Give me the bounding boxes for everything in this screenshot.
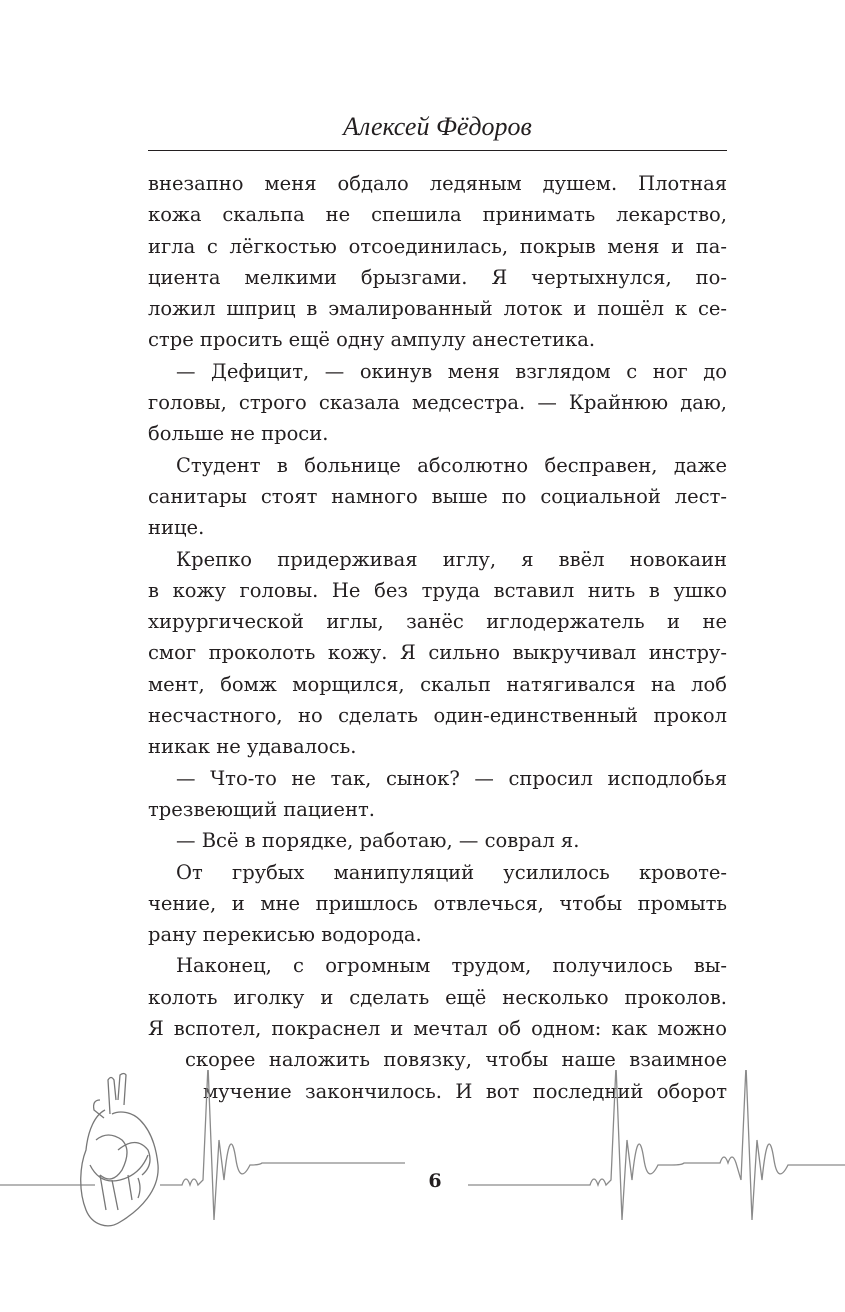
text-line: никак не удавалось. — [148, 735, 357, 759]
text-line: смог проколоть кожу. Я сильно выкручивал инстру- — [148, 641, 727, 665]
header-rule — [148, 150, 727, 151]
ecg-decoration — [0, 1070, 845, 1240]
body-text — [148, 168, 727, 1107]
anatomical-heart-icon — [81, 1074, 158, 1226]
text-line: головы, строго сказала медсестра. — Крайнюю даю, — [148, 391, 727, 415]
text-line: Крепко придерживая иглу, я ввёл новокаин — [176, 547, 727, 571]
text-line: несчастного, но сделать один-единственный прокол — [148, 704, 727, 728]
text-line: мучение закончилось. И вот последний оборот — [203, 1079, 727, 1103]
paragraph — [148, 544, 727, 763]
paragraph — [148, 450, 727, 544]
text-line: Наконец, с огромным трудом, получилось вы- — [176, 954, 727, 978]
running-head-author: Алексей Фёдоров — [343, 112, 532, 141]
text-line: кожа скальпа не спешила принимать лекарство, — [148, 203, 727, 227]
text-line: скорее наложить повязку, чтобы наше взаимное — [185, 1048, 727, 1072]
text-line: в кожу головы. Не без труда вставил нить в ушко — [148, 578, 727, 602]
text-line: мент, бомж морщился, скальп натягивался на лоб — [148, 672, 727, 696]
paragraph — [148, 763, 727, 826]
text-line: чение, и мне пришлось отвлечься, чтобы промыть — [148, 891, 727, 915]
text-line: внезапно меня обдало ледяным душем. Плотная — [148, 172, 727, 195]
paragraph — [148, 356, 727, 450]
text-line: — Что-то не так, сынок? — спросил исподлобья — [176, 766, 727, 790]
text-line: игла с лёгкостью отсоединилась, покрыв меня и па- — [148, 234, 727, 258]
text-line: санитары стоят намного выше по социальной лест- — [148, 484, 727, 508]
text-line: нице. — [148, 516, 205, 540]
text-line: Студент в больнице абсолютно бесправен, даже — [176, 453, 727, 477]
page-number: 6 — [428, 1170, 442, 1192]
text-line: — Всё в порядке, работаю, — соврал я. — [176, 829, 580, 853]
text-line: рану перекисью водорода. — [148, 923, 422, 947]
paragraph — [148, 168, 727, 356]
text-line: стре просить ещё одну ампулу анестетика. — [148, 328, 596, 352]
text-line: хирургической иглы, занёс иглодержатель и не — [148, 610, 727, 634]
text-line: От грубых манипуляций усилилось кровоте- — [176, 860, 727, 884]
text-line: Я вспотел, покраснел и мечтал об одном: как можно — [148, 1017, 727, 1041]
text-line: больше не проси. — [148, 422, 329, 446]
text-line: — Дефицит, — окинув меня взглядом с ног до — [176, 359, 727, 383]
text-line: ложил шприц в эмалированный лоток и пошёл к се- — [148, 297, 727, 321]
paragraph — [148, 825, 727, 856]
text-line: циента мелкими брызгами. Я чертыхнулся, по- — [148, 265, 727, 289]
text-line: колоть иголку и сделать ещё несколько проколов. — [148, 985, 727, 1009]
paragraph — [148, 857, 727, 951]
text-line: трезвеющий пациент. — [148, 797, 375, 821]
